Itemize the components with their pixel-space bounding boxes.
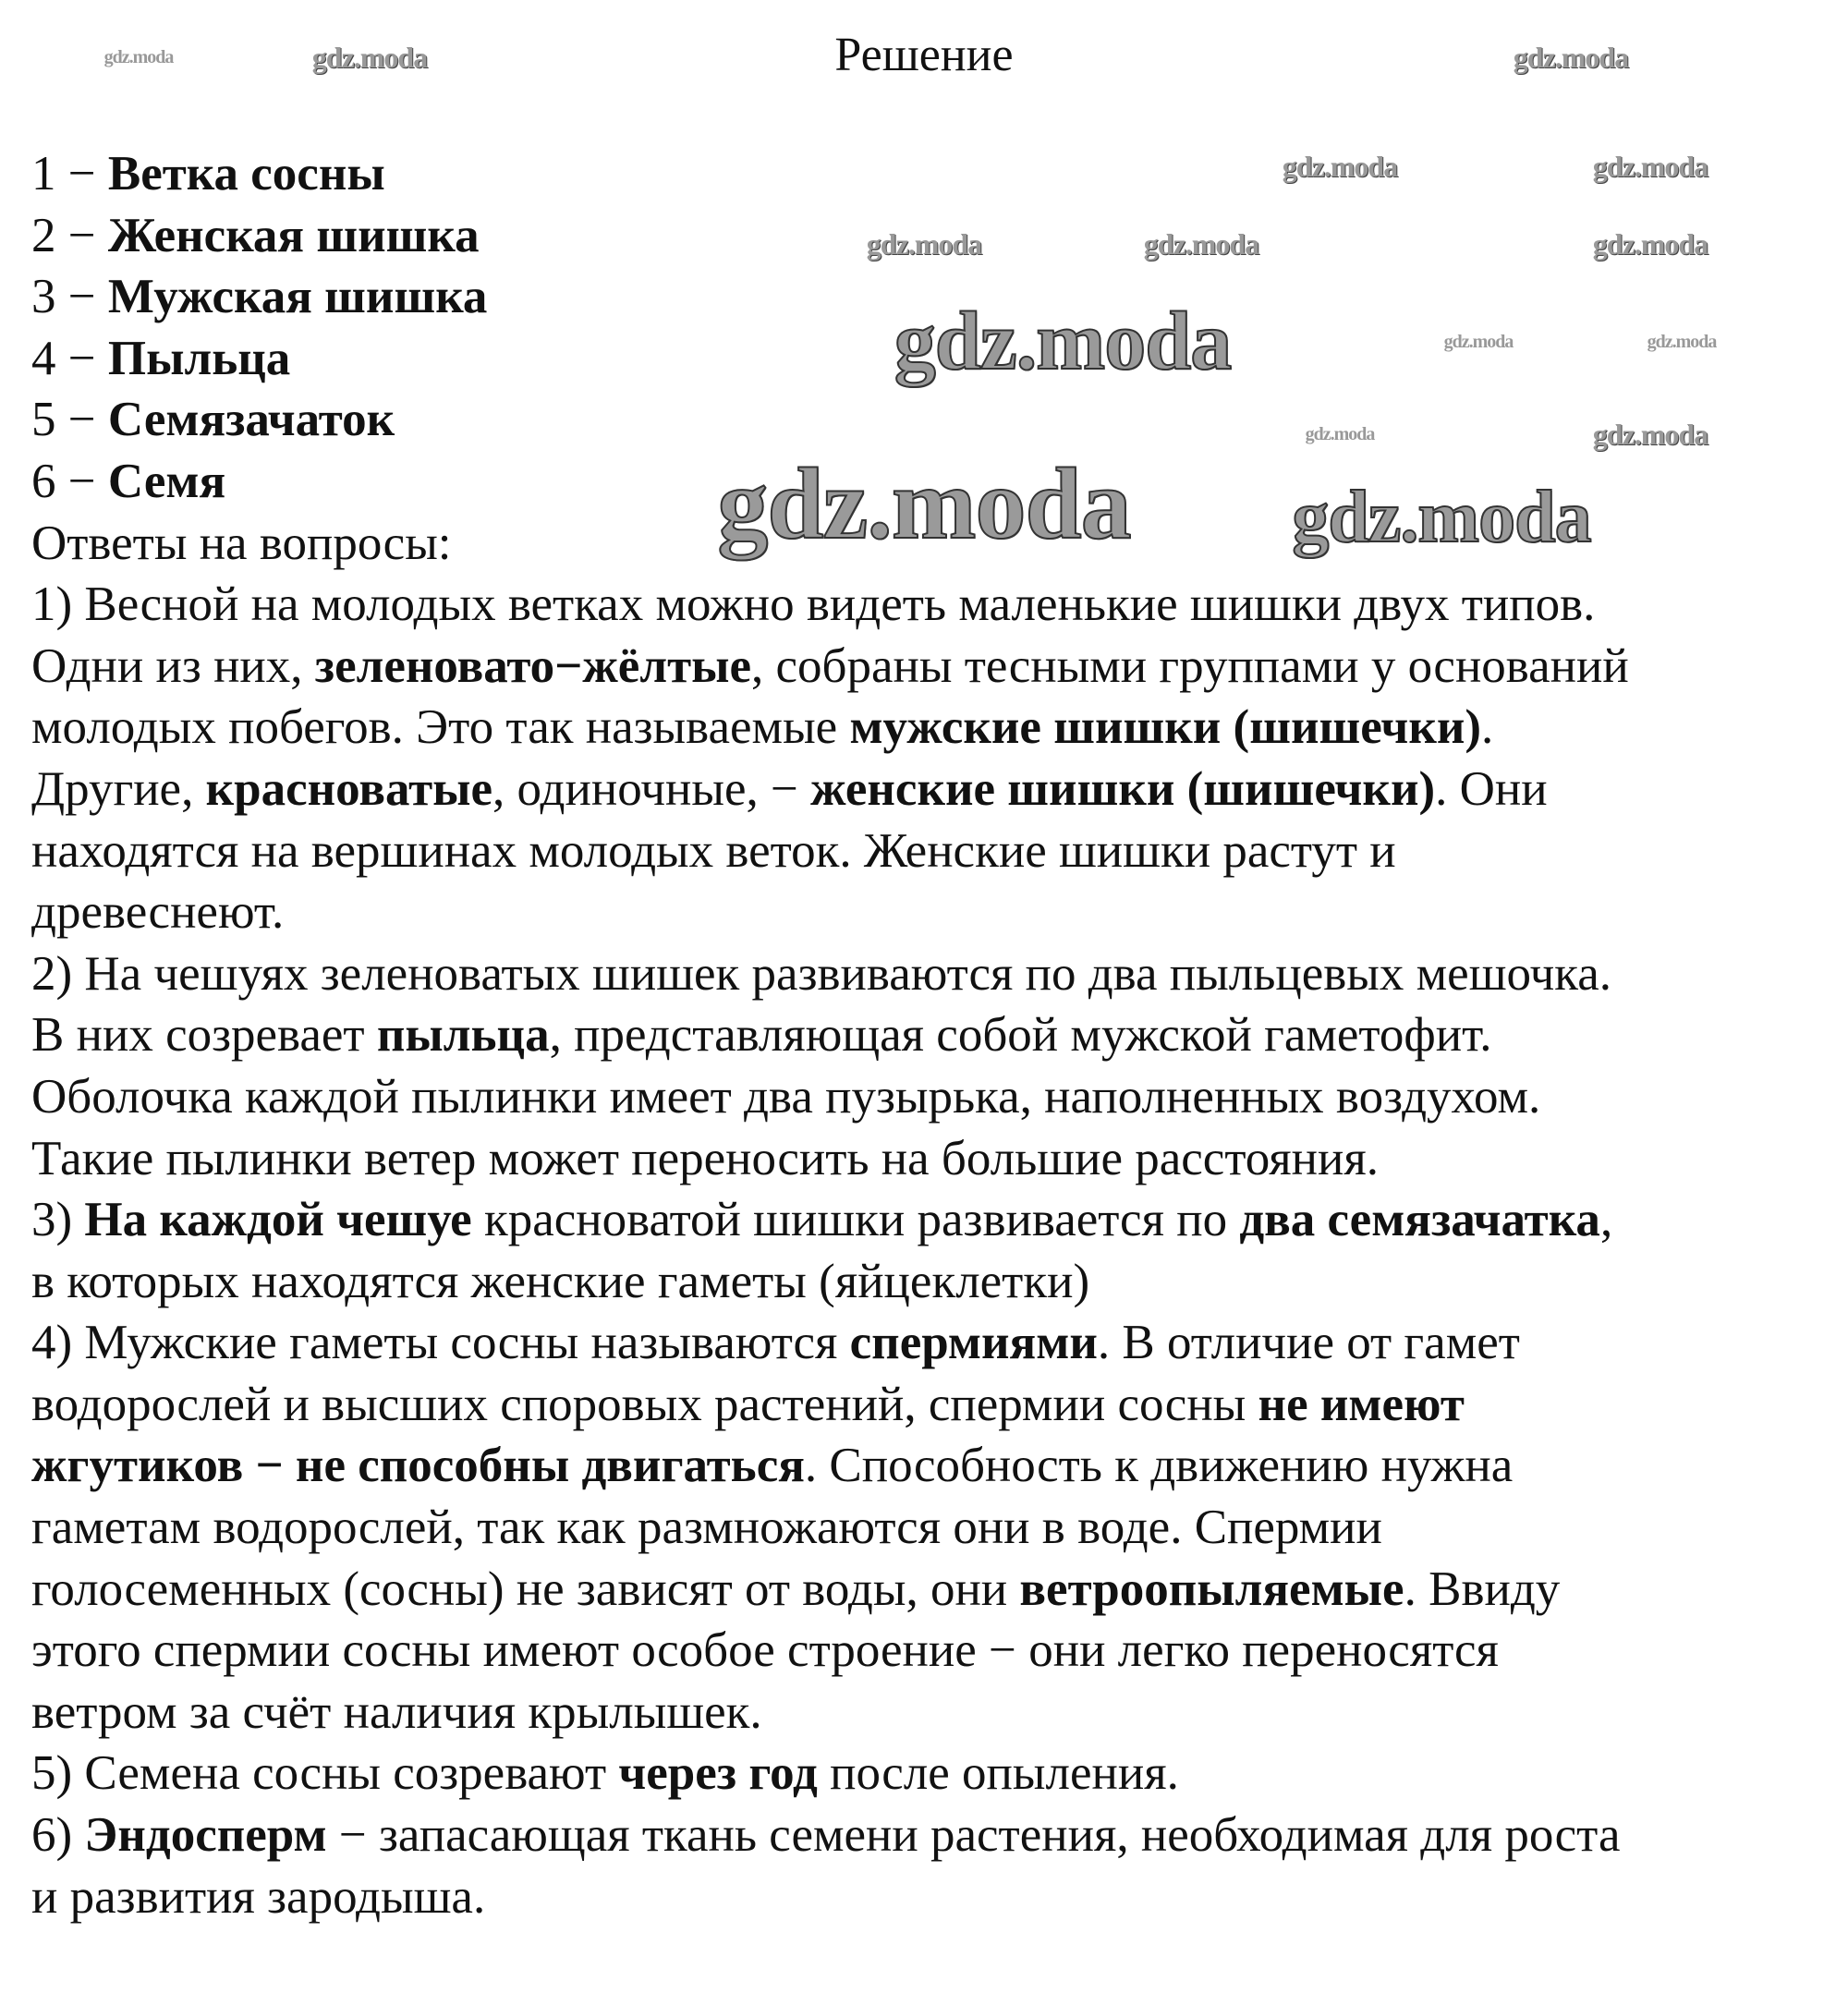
watermark: gdz.moda <box>1592 150 1708 183</box>
text: 5 − <box>31 393 108 447</box>
text-line <box>31 1804 1629 1866</box>
text: 6) <box>31 1808 85 1863</box>
text-line <box>31 1559 1629 1621</box>
watermark: gdz.moda <box>103 47 174 67</box>
watermark: gdz.moda <box>894 296 1232 387</box>
text: . <box>1481 700 1494 755</box>
text: 4 − <box>31 331 108 385</box>
text: ветром за счёт наличия крылышек. <box>31 1684 762 1739</box>
text-line <box>31 1189 1629 1251</box>
text-line <box>31 1682 1629 1744</box>
text: после опыления. <box>817 1746 1179 1801</box>
text-line <box>31 389 1629 451</box>
text: 1 − <box>31 147 108 200</box>
bold-text: зеленовато−жёлтые <box>314 638 752 693</box>
text-line <box>31 1251 1629 1313</box>
bold-text: Мужская шишка <box>107 270 488 324</box>
text-line <box>31 328 1629 390</box>
text-line <box>31 266 1629 328</box>
page-title: Решение <box>834 29 1014 81</box>
text: , представляющая собой мужской гаметофит. <box>549 1008 1492 1063</box>
text: 5) Семена сосны созревают <box>31 1746 619 1801</box>
text-line <box>31 881 1629 943</box>
text: этого спермии сосны имеют особое строение − они легко переносятся <box>31 1623 1499 1678</box>
text: 2 − <box>31 208 108 262</box>
text-line <box>31 1866 1629 1928</box>
text: водорослей и высших споровых растений, спермии сосны <box>31 1377 1258 1431</box>
text: , собраны тесными группами у оснований <box>751 638 1629 693</box>
bold-text: Эндосперм <box>84 1808 327 1863</box>
text: Оболочка каждой пылинки имеет два пузырька, наполненных воздухом. <box>31 1069 1541 1124</box>
bold-text: два семязачатка <box>1239 1193 1600 1247</box>
text: − запасающая ткань семени растения, необходимая для роста <box>326 1808 1621 1863</box>
watermark: gdz.moda <box>717 447 1131 560</box>
text: 3) <box>31 1193 85 1247</box>
text: . Способность к движению нужна <box>804 1439 1514 1493</box>
text: 3 − <box>31 270 108 324</box>
bold-text: Семязачаток <box>107 393 395 447</box>
bold-text: Пыльца <box>107 331 291 385</box>
text-line <box>31 1004 1629 1066</box>
bold-text: женские шишки (шишечки) <box>810 761 1436 816</box>
solution-text <box>31 143 1629 1927</box>
text-line <box>31 1743 1629 1804</box>
text: Такие пылинки ветер может переносить на большие расстояния. <box>31 1131 1380 1185</box>
bold-text: через год <box>618 1746 818 1801</box>
text-line <box>31 205 1629 267</box>
text-line <box>31 1128 1629 1190</box>
text-line <box>31 1435 1629 1497</box>
bold-text: ветроопыляемые <box>1019 1561 1404 1616</box>
text: . В отличие от гамет <box>1097 1316 1520 1370</box>
text: в которых находятся женские гаметы (яйцеклетки) <box>31 1254 1090 1308</box>
bold-text: На каждой чешуе <box>84 1193 472 1247</box>
text: молодых побегов. Это так называемые <box>31 700 850 755</box>
bold-text: Женская шишка <box>107 208 480 262</box>
text: Другие, <box>31 761 206 816</box>
bold-text: спермиями <box>849 1316 1098 1370</box>
text: . Ввиду <box>1404 1561 1561 1616</box>
bold-text: жгутиков − не способны двигаться <box>31 1439 805 1493</box>
text: находятся на вершинах молодых веток. Женские шишки растут и <box>31 823 1396 878</box>
text-line <box>31 697 1629 759</box>
text-line <box>31 1497 1629 1559</box>
text-line <box>31 1620 1629 1682</box>
text: и развития зародыша. <box>31 1869 486 1924</box>
text: 6 − <box>31 454 108 508</box>
text: . Они <box>1435 761 1548 816</box>
text: В них созревает <box>31 1008 377 1063</box>
text: , одиночные, − <box>492 761 811 816</box>
bold-text: красноватые <box>205 761 493 816</box>
text-line <box>31 636 1629 698</box>
watermark: gdz.moda <box>1292 477 1591 558</box>
watermark: gdz.moda <box>1305 424 1375 444</box>
watermark: gdz.moda <box>1513 41 1629 74</box>
text: красноватой шишки развивается по <box>471 1193 1240 1247</box>
bold-text: Ветка сосны <box>107 147 385 200</box>
watermark: gdz.moda <box>1647 332 1717 352</box>
bold-text: пыльца <box>376 1008 550 1063</box>
watermark: gdz.moda <box>1443 332 1514 352</box>
text-line <box>31 1066 1629 1128</box>
text-line <box>31 574 1629 636</box>
bold-text: не имеют <box>1258 1377 1465 1431</box>
text-line <box>31 1312 1629 1374</box>
text: Одни из них, <box>31 638 315 693</box>
bold-text: мужские шишки (шишечки) <box>849 700 1482 755</box>
bold-text: Семя <box>107 454 226 508</box>
text: Ответы на вопросы: <box>31 516 452 570</box>
watermark: gdz.moda <box>1143 227 1259 261</box>
text: 2) На чешуях зеленоватых шишек развиваются по два пыльцевых мешочка. <box>31 946 1612 1001</box>
watermark: gdz.moda <box>1592 418 1708 451</box>
text: древеснеют. <box>31 885 285 940</box>
text-line <box>31 943 1629 1005</box>
text: голосеменных (сосны) не зависят от воды, они <box>31 1561 1020 1616</box>
watermark: gdz.moda <box>1282 150 1398 183</box>
text: , <box>1599 1193 1613 1247</box>
text: 4) Мужские гаметы сосны называются <box>31 1316 850 1370</box>
watermark: gdz.moda <box>311 41 428 74</box>
text: гаметам водорослей, так как размножаются они в воде. Спермии <box>31 1501 1382 1555</box>
watermark: gdz.moda <box>866 227 982 261</box>
text-line <box>31 759 1629 820</box>
text-line <box>31 820 1629 882</box>
text-line <box>31 1374 1629 1436</box>
watermark: gdz.moda <box>1592 227 1708 261</box>
text: 1) Весной на молодых ветках можно видеть маленькие шишки двух типов. <box>31 577 1596 632</box>
